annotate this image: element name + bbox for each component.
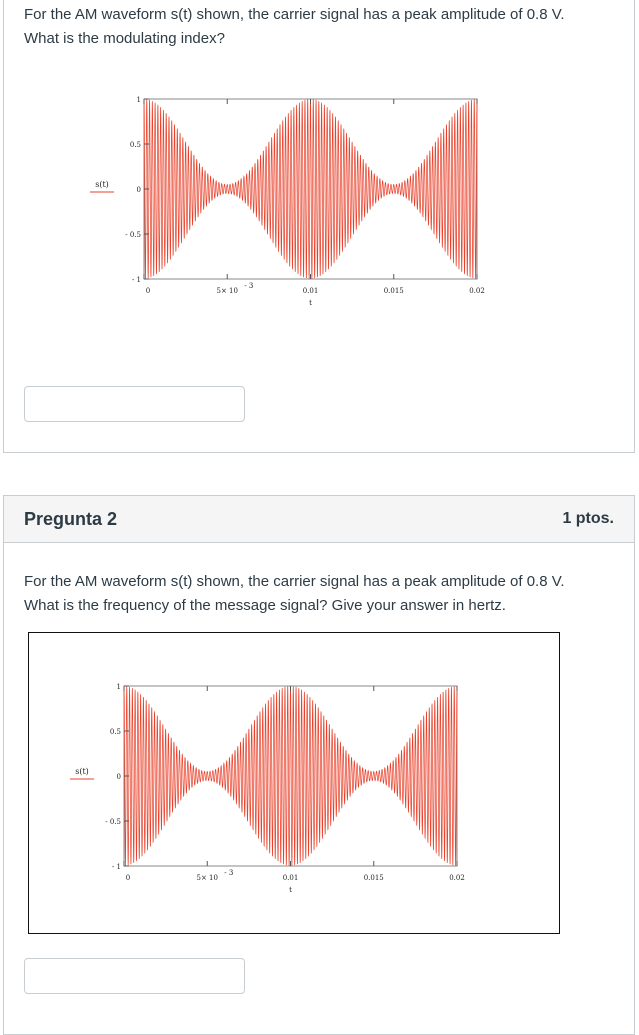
question-2-title: Pregunta 2 (24, 509, 118, 529)
question-2-text (24, 570, 622, 618)
y-tick-label: - 1 (131, 276, 141, 284)
question-1-answer-input[interactable] (24, 386, 245, 422)
waveform-series-line (124, 686, 457, 865)
x-tick-label: 5× 10 (216, 287, 238, 295)
y-tick-label: - 1 (111, 863, 121, 871)
question-1-panel (3, 0, 635, 453)
question-2-header (4, 496, 634, 543)
y-tick-label: - 0.5 (105, 818, 121, 826)
y-tick-label: 0.5 (129, 141, 141, 149)
y-tick-label: - 0.5 (125, 231, 141, 239)
x-tick-label: 0.01 (282, 874, 299, 882)
am-waveform-chart-1 (84, 89, 504, 329)
question-1-text (24, 3, 622, 51)
x-tick-label: 0.02 (449, 874, 465, 882)
question-2-points: 1 ptos. (562, 510, 614, 527)
y-axis-label: s(t) (75, 767, 89, 776)
x-tick-exponent: - 3 (224, 869, 234, 877)
question-2-text-line2: What is the frequency of the message signal? Give your answer in hertz. (24, 597, 506, 614)
x-tick-label: 0.015 (363, 874, 384, 882)
x-axis-label: t (309, 299, 312, 307)
x-tick-label: 0.02 (469, 287, 485, 295)
waveform-series-line (144, 99, 477, 278)
x-tick-label: 0 (125, 874, 131, 882)
question-1-text-line2: What is the modulating index? (24, 30, 225, 47)
x-axis-label: t (289, 886, 292, 894)
question-2-answer-input[interactable] (24, 958, 245, 994)
am-waveform-chart-2 (64, 676, 484, 916)
x-tick-label: 0.015 (383, 287, 404, 295)
x-tick-label: 0.01 (302, 287, 319, 295)
x-tick-exponent: - 3 (244, 282, 254, 290)
question-1-text-line1: For the AM waveform s(t) shown, the carrier signal has a peak amplitude of 0.8 V. (24, 6, 565, 23)
y-tick-label: 1 (136, 96, 141, 104)
x-tick-label: 5× 10 (196, 874, 218, 882)
y-axis-label: s(t) (95, 180, 109, 189)
x-tick-label: 0 (145, 287, 151, 295)
y-tick-label: 0 (116, 773, 121, 781)
y-tick-label: 1 (116, 683, 121, 691)
question-2-panel (3, 495, 635, 1035)
y-tick-label: 0.5 (109, 728, 121, 736)
question-2-text-line1: For the AM waveform s(t) shown, the carrier signal has a peak amplitude of 0.8 V. (24, 573, 565, 590)
y-tick-label: 0 (136, 186, 141, 194)
